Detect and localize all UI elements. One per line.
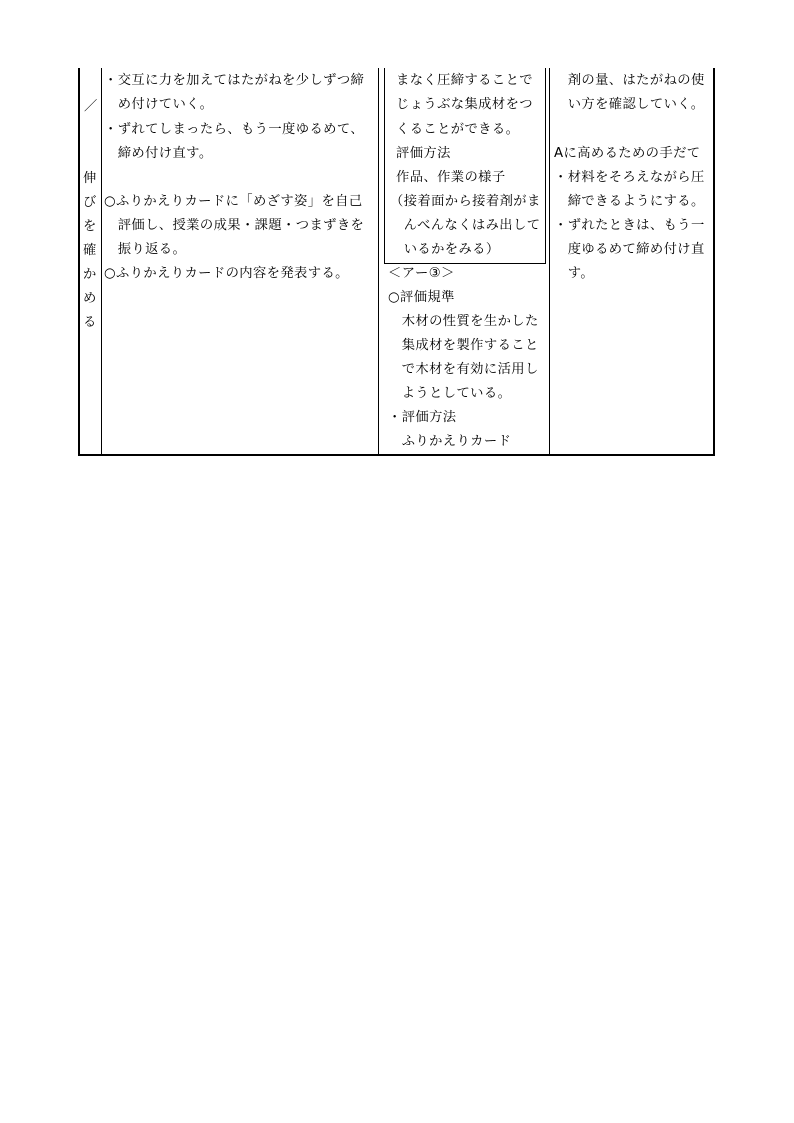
evaluation-box-left-border — [384, 68, 385, 264]
heading-char-5: か — [83, 267, 97, 282]
heading-char-3: を — [83, 219, 97, 234]
evaluation-line: ようとしている。 — [388, 386, 512, 401]
activity-line: ・ずれてしまったら、もう一度ゆるめて、 — [104, 122, 364, 137]
evaluation-box-line: じょうぶな集成材をつ — [396, 97, 533, 112]
evaluation-box-line: いるかをみる） — [390, 242, 500, 257]
heading-slash: ／ — [84, 99, 98, 114]
evaluation-box-line: くることができる。 — [396, 122, 520, 137]
evaluation-box-line: んべんなくはみ出して — [390, 218, 541, 233]
evaluation-box-line: まなく圧締することで — [396, 73, 533, 88]
column-divider-2 — [378, 68, 379, 456]
activity-line: 締め付け直す。 — [104, 146, 213, 161]
table-right-border — [713, 68, 715, 456]
support-line: ・ずれたときは、もう一 — [554, 218, 705, 233]
support-line: Aに高めるための手だて — [554, 146, 701, 161]
support-line: す。 — [554, 266, 595, 281]
support-line: 締できるようにする。 — [554, 194, 705, 209]
support-line: 度ゆるめて締め付け直 — [554, 242, 705, 257]
evaluation-line: で木材を有効に活用し — [388, 362, 539, 377]
heading-char-2: び — [83, 195, 97, 210]
activity-line: ○ふりかえりカードの内容を発表する。 — [104, 266, 349, 281]
heading-char-6: め — [83, 291, 97, 306]
heading-char-4: 確 — [83, 243, 97, 258]
support-line: い方を確認していく。 — [554, 97, 705, 112]
evaluation-box-right-border — [545, 68, 546, 264]
column-divider-3 — [549, 68, 550, 456]
table-bottom-border — [78, 454, 715, 456]
evaluation-box-line: （接着面から接着剤がま — [390, 194, 541, 209]
evaluation-line: ＜アー③＞ — [388, 266, 455, 281]
evaluation-line: 集成材を製作すること — [388, 338, 539, 353]
evaluation-line: 木材の性質を生かした — [388, 314, 539, 329]
heading-char-1: 伸 — [83, 171, 97, 186]
activity-line: め付けていく。 — [104, 97, 214, 112]
evaluation-line: ○評価規準 — [388, 290, 455, 305]
table-left-border — [78, 68, 80, 456]
support-line: ・材料をそろえながら圧 — [554, 170, 705, 185]
heading-char-7: る — [83, 315, 97, 330]
evaluation-line: ・評価方法 — [388, 410, 457, 425]
support-line: 剤の量、はたがねの使 — [554, 73, 705, 88]
column-divider-1 — [101, 68, 102, 456]
evaluation-box-bottom-border — [384, 263, 546, 264]
activity-line: ・交互に力を加えてはたがねを少しずつ締 — [104, 73, 365, 88]
evaluation-box-line: 評価方法 — [396, 146, 451, 161]
activity-line: 評価し、授業の成果・課題・つまずきを — [104, 218, 365, 233]
activity-line: ○ふりかえりカードに「めざす姿」を自己 — [104, 194, 363, 209]
evaluation-box-line: 作品、作業の様子 — [396, 170, 506, 185]
evaluation-line: ふりかえりカード — [388, 434, 512, 449]
activity-line: 振り返る。 — [104, 242, 187, 257]
